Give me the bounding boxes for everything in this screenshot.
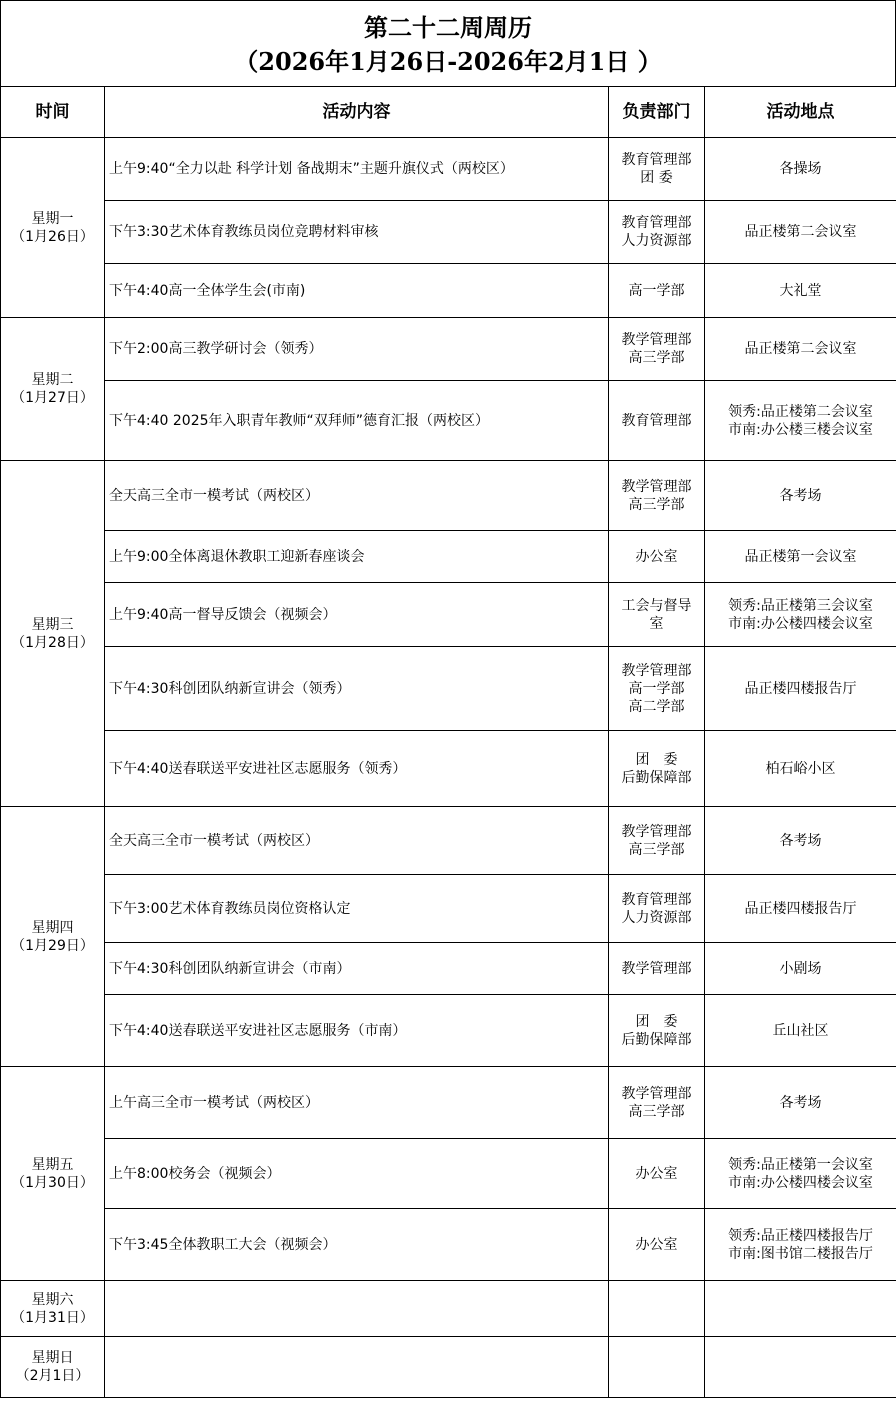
dept-line: 教学管理部 [621, 332, 692, 348]
dept-cell [609, 201, 705, 264]
dept-cell [609, 731, 705, 807]
location-cell [705, 731, 896, 807]
activity-cell: 下午2:00高三教学研讨会（领秀） [105, 318, 609, 381]
location-line: 各考场 [779, 832, 822, 849]
header-location: 活动地点 [705, 87, 896, 138]
dept-line: 高二学部 [628, 698, 685, 715]
activity-cell: 上午9:00全体离退休教职工迎新春座谈会 [105, 531, 609, 583]
activity-cell: 下午3:45全体教职工大会（视频会） [105, 1209, 609, 1281]
location-cell [705, 583, 896, 647]
activity-cell [105, 1337, 609, 1398]
location-cell [705, 1281, 896, 1337]
location-cell [705, 531, 896, 583]
dept-line: 办公室 [635, 1165, 678, 1182]
location-line: 市南:办公楼四楼会议室 [728, 615, 873, 632]
calendar-title [0, 0, 896, 86]
location-cell [705, 943, 896, 995]
day-cell [1, 807, 105, 1067]
title-line-1: 第二十二周周历 [364, 13, 532, 42]
dept-line: 团 委 [635, 1013, 678, 1030]
dept-line: 团 委 [635, 751, 678, 768]
dept-line: 室 [649, 615, 664, 632]
location-line: 品正楼四楼报告厅 [744, 900, 857, 917]
location-line: 各考场 [779, 1094, 822, 1111]
dept-cell [609, 583, 705, 647]
weekly-calendar-table [0, 86, 896, 1398]
dept-cell [609, 647, 705, 731]
table-row [1, 943, 896, 995]
location-cell [705, 1337, 896, 1398]
dept-line: 教学管理部 [621, 960, 692, 977]
day-name: 星期六 [31, 1291, 74, 1308]
table-row [1, 264, 896, 318]
location-cell [705, 1067, 896, 1139]
activity-cell [105, 1281, 609, 1337]
day-cell [1, 318, 105, 461]
activity-cell: 下午4:40送春联送平安进社区志愿服务（领秀） [105, 731, 609, 807]
day-date: （2月1日） [15, 1368, 90, 1384]
location-cell [705, 875, 896, 943]
dept-cell [609, 1209, 705, 1281]
location-line: 品正楼第二会议室 [744, 341, 857, 357]
dept-line: 高一学部 [628, 680, 685, 697]
location-line: 各操场 [779, 161, 822, 177]
activity-cell: 下午4:40高一全体学生会(市南) [105, 264, 609, 318]
table-row [1, 647, 896, 731]
table-row [1, 731, 896, 807]
dept-line: 人力资源部 [621, 233, 692, 249]
dept-line: 高三学部 [628, 350, 685, 366]
dept-line: 办公室 [635, 548, 678, 565]
location-line: 市南:办公楼三楼会议室 [728, 421, 873, 438]
table-row [1, 807, 896, 875]
day-name: 星期三 [31, 616, 74, 633]
day-date: （1月31日） [11, 1309, 94, 1326]
dept-cell [609, 875, 705, 943]
table-row [1, 875, 896, 943]
dept-line: 教育管理部 [621, 891, 692, 908]
day-date: （1月28日） [11, 634, 94, 651]
activity-cell: 下午3:30艺术体育教练员岗位竞聘材料审核 [105, 201, 609, 264]
activity-cell: 上午高三全市一模考试（两校区） [105, 1067, 609, 1139]
location-line: 领秀:品正楼四楼报告厅 [728, 1227, 873, 1244]
table-row [1, 1139, 896, 1209]
table-row [1, 583, 896, 647]
location-line: 丘山社区 [772, 1022, 829, 1039]
title-line-2: （2026年1月26日-2026年2月1日 ） [234, 47, 662, 76]
dept-line: 后勤保障部 [621, 1031, 692, 1048]
location-line: 领秀:品正楼第二会议室 [728, 403, 873, 420]
dept-line: 团 委 [640, 170, 673, 186]
day-cell [1, 461, 105, 807]
table-row [1, 1337, 896, 1398]
location-cell [705, 381, 896, 461]
location-line: 市南:图书馆二楼报告厅 [728, 1245, 873, 1262]
location-line: 领秀:品正楼第三会议室 [728, 597, 873, 614]
activity-cell: 上午9:40高一督导反馈会（视频会） [105, 583, 609, 647]
location-line: 大礼堂 [779, 282, 822, 299]
dept-line: 后勤保障部 [621, 769, 692, 786]
location-line: 市南:办公楼四楼会议室 [728, 1174, 873, 1191]
dept-cell [609, 318, 705, 381]
location-cell [705, 807, 896, 875]
table-row [1, 531, 896, 583]
dept-line: 工会与督导 [621, 597, 692, 614]
activity-cell: 下午4:40送春联送平安进社区志愿服务（市南） [105, 995, 609, 1067]
day-date: （1月30日） [11, 1174, 94, 1191]
location-cell [705, 1209, 896, 1281]
table-row [1, 1067, 896, 1139]
dept-cell [609, 461, 705, 531]
dept-line: 办公室 [635, 1236, 678, 1253]
dept-line: 高三学部 [628, 1103, 685, 1120]
table-row [1, 318, 896, 381]
location-line: 小剧场 [779, 960, 822, 977]
header-activity: 活动内容 [105, 87, 609, 138]
dept-line: 教育管理部 [621, 215, 692, 231]
day-name: 星期日 [31, 1350, 74, 1366]
dept-cell [609, 1337, 705, 1398]
dept-cell [609, 531, 705, 583]
dept-cell [609, 807, 705, 875]
header-dept: 负责部门 [609, 87, 705, 138]
dept-cell [609, 1067, 705, 1139]
location-line: 品正楼四楼报告厅 [744, 680, 857, 697]
dept-line: 教育管理部 [621, 152, 692, 168]
day-name: 星期五 [31, 1156, 74, 1173]
calendar-body [1, 138, 896, 1398]
table-row [1, 201, 896, 264]
day-name: 星期四 [31, 919, 74, 936]
location-cell [705, 318, 896, 381]
dept-line: 教育管理部 [621, 412, 692, 429]
day-name: 星期一 [31, 210, 74, 227]
activity-cell: 下午4:40 2025年入职青年教师“双拜师”德育汇报（两校区） [105, 381, 609, 461]
table-row [1, 995, 896, 1067]
dept-line: 教学管理部 [621, 823, 692, 840]
activity-cell: 下午4:30科创团队纳新宣讲会（领秀） [105, 647, 609, 731]
location-cell [705, 647, 896, 731]
day-cell [1, 1337, 105, 1398]
day-cell [1, 1281, 105, 1337]
dept-line: 高三学部 [628, 496, 685, 513]
dept-line: 教学管理部 [621, 662, 692, 679]
table-row [1, 1209, 896, 1281]
day-cell [1, 1067, 105, 1281]
location-line: 柏石峪小区 [765, 760, 836, 777]
location-cell [705, 461, 896, 531]
location-cell [705, 995, 896, 1067]
location-cell [705, 138, 896, 201]
table-row [1, 381, 896, 461]
dept-cell [609, 943, 705, 995]
day-date: （1月29日） [11, 937, 94, 954]
dept-cell [609, 1281, 705, 1337]
dept-line: 人力资源部 [621, 909, 692, 926]
dept-line: 教学管理部 [621, 478, 692, 495]
activity-cell: 下午4:30科创团队纳新宣讲会（市南） [105, 943, 609, 995]
header-time: 时间 [1, 87, 105, 138]
activity-cell: 下午3:00艺术体育教练员岗位资格认定 [105, 875, 609, 943]
dept-line: 高一学部 [628, 282, 685, 299]
location-cell [705, 264, 896, 318]
dept-cell [609, 138, 705, 201]
day-date: （1月26日） [11, 228, 94, 245]
dept-cell [609, 995, 705, 1067]
location-line: 品正楼第一会议室 [744, 548, 857, 565]
location-line: 各考场 [779, 487, 822, 504]
day-name: 星期二 [31, 372, 74, 388]
dept-cell [609, 264, 705, 318]
day-date: （1月27日） [11, 390, 94, 406]
dept-line: 高三学部 [628, 841, 685, 858]
location-cell [705, 201, 896, 264]
activity-cell: 全天高三全市一模考试（两校区） [105, 461, 609, 531]
activity-cell: 上午8:00校务会（视频会） [105, 1139, 609, 1209]
location-line: 品正楼第二会议室 [744, 224, 857, 240]
dept-cell [609, 1139, 705, 1209]
dept-line: 教学管理部 [621, 1085, 692, 1102]
table-row [1, 138, 896, 201]
table-row [1, 1281, 896, 1337]
activity-cell: 上午9:40“全力以赴 科学计划 备战期末”主题升旗仪式（两校区） [105, 138, 609, 201]
day-cell [1, 138, 105, 318]
location-cell [705, 1139, 896, 1209]
dept-cell [609, 381, 705, 461]
location-line: 领秀:品正楼第一会议室 [728, 1156, 873, 1173]
header-row [1, 87, 896, 138]
activity-cell: 全天高三全市一模考试（两校区） [105, 807, 609, 875]
table-row [1, 461, 896, 531]
